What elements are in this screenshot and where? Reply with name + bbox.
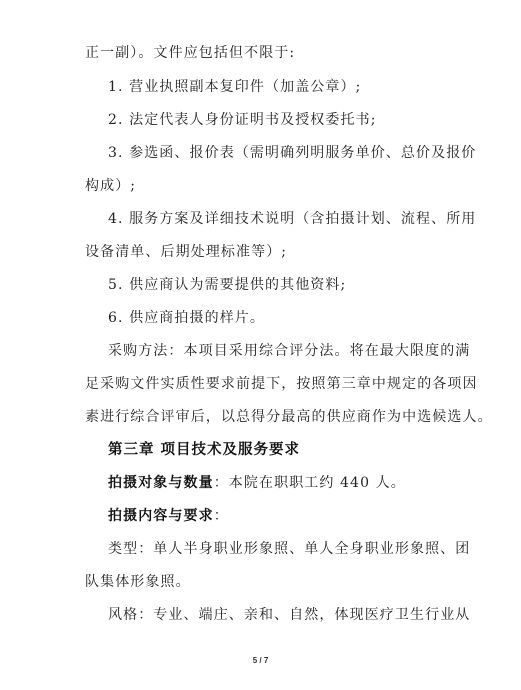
- content-text: ：: [213, 508, 229, 524]
- list-item-2: 2. 法定代表人身份证明书及授权委托书;: [108, 112, 377, 128]
- content-label: 拍摄内容与要求: [108, 508, 214, 524]
- procurement-method-line-3: 素进行综合评审后，以总得分最高的供应商作为中选候选人。: [85, 409, 493, 425]
- quantity-line: [108, 474, 406, 492]
- list-item-4: 4. 服务方案及详细技术说明（含拍摄计划、流程、所用: [108, 211, 477, 227]
- content-line: [108, 507, 229, 525]
- list-item-6: 6. 供应商拍摄的样片。: [108, 310, 266, 326]
- style-text-1: ：专业、端庄、亲和、自然，体现医疗卫生行业从: [138, 607, 471, 623]
- list-item-3: 3. 参选函、报价表（需明确列明服务单价、总价及报价: [108, 145, 477, 161]
- page-number: 5 / 7: [252, 656, 269, 665]
- procurement-method-line-2: 足采购文件实质性要求前提下，按照第三章中规定的各项因: [85, 376, 478, 392]
- quantity-text: ：本院在职职工约 440 人。: [213, 475, 406, 491]
- chapter-heading: 第三章 项目技术及服务要求: [108, 442, 301, 458]
- style-label: 风格: [108, 607, 139, 623]
- list-item-5: 5. 供应商认为需要提供的其他资料;: [108, 277, 347, 293]
- type-text-1: ：单人半身职业形象照、单人全身职业形象照、团: [138, 541, 471, 557]
- procurement-method-line-1: 采购方法：本项目采用综合评分法。将在最大限度的满: [108, 343, 471, 359]
- list-item-1: 1. 营业执照副本复印件（加盖公章）;: [108, 79, 362, 95]
- list-item-3-cont: 构成）;: [85, 178, 137, 194]
- text-line-1: 正一副）。文件应包括但不限于:: [85, 45, 296, 61]
- style-line-1: [108, 606, 470, 624]
- type-label: 类型: [108, 541, 139, 557]
- type-line-2: 队集体形象照。: [85, 574, 191, 590]
- quantity-label: 拍摄对象与数量: [108, 475, 214, 491]
- type-line-1: [108, 540, 470, 558]
- list-item-4-cont: 设备清单、后期处理标准等）;: [85, 244, 288, 260]
